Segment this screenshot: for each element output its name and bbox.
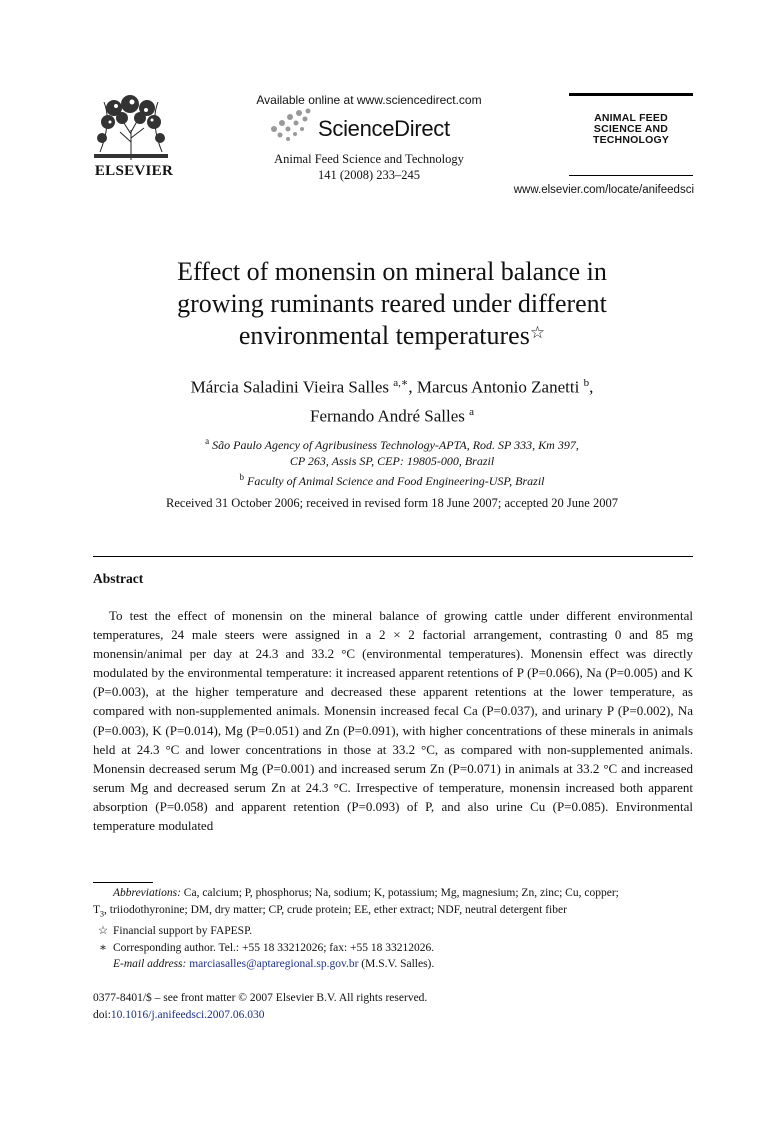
copyright-block — [93, 990, 693, 1024]
abbreviations-label: Abbreviations: — [113, 887, 181, 899]
journal-url-link[interactable]: www.elsevier.com/locate/anifeedsci — [513, 184, 694, 196]
journal-name: Animal Feed Science and Technology — [274, 152, 464, 166]
journal-logo — [569, 113, 693, 146]
journal-logo-line-3: TECHNOLOGY — [592, 134, 670, 146]
abbreviations-text: , triiodothyronine; DM, dry matter; CP, crude protein; EE, ether extract; NDF, neutral detergent fiber — [104, 903, 567, 916]
email-link[interactable]: marciasalles@aptaregional.sp.gov.br — [189, 958, 359, 971]
available-online-text[interactable]: Available online at www.sciencedirect.com — [256, 93, 482, 107]
journal-citation — [236, 151, 502, 183]
journal-volume-pages: 141 (2008) 233–245 — [317, 168, 421, 182]
author-affiliation-link[interactable]: a — [469, 405, 474, 418]
corresponding-footnote-mark: ∗ — [99, 941, 107, 954]
author-affiliation-link[interactable]: a,∗ — [393, 377, 409, 389]
title-line-2: growing ruminants reared under different — [177, 289, 607, 318]
received-dates: Received 31 October 2006; received in revised form 18 June 2007; accepted 20 June 2007 — [166, 496, 618, 510]
title-line-3 — [80, 320, 704, 352]
journal-logo-line-1: ANIMAL FEED — [594, 112, 668, 124]
abstract-body — [93, 606, 693, 835]
abbreviations-footnote-cont — [93, 902, 693, 923]
abbreviation-t-subscript: 3 — [100, 909, 105, 919]
title-footnote-star-link[interactable]: ☆ — [529, 323, 546, 342]
funding-footnote — [93, 923, 693, 940]
abbreviations-footnote — [93, 885, 693, 902]
abbreviations-text: Ca, calcium; P, phosphorus; Na, sodium; K, potassium; Mg, magnesium; Zn, zinc; Cu, copper; — [183, 887, 619, 899]
author-affiliation-link[interactable]: b — [583, 377, 590, 389]
funding-footnote-mark: ☆ — [97, 924, 109, 937]
affiliation-mark: a — [205, 436, 210, 446]
funding-footnote-text: Financial support by FAPESP. — [113, 924, 253, 937]
author-separator: , — [589, 377, 594, 397]
author-separator: , — [408, 377, 417, 397]
journal-logo-top-rule — [569, 93, 693, 96]
affiliation-text: CP 263, Assis SP, CEP: 19805-000, Brazil — [289, 454, 495, 468]
abstract-paragraph: To test the effect of monensin on the mineral balance of growing cattle under different environmental temperatures, 24 male steers were assigned in a 2 × 2 factorial arrangement, contrasting 0 and 85 mg monensin/animal per day at 24.3 and 33.2 °C (environmental temperatures). Monensin effect was directly modulated by the environmental temperature: it increased apparent retentions of P (P=0.066), Na (P=0.005) and K (P=0.003), at the higher temperature and decreased these apparent retentions at the lower temperature, as compared with non-supplemented animals. Monensin increased fecal Ca (P=0.037), and urinary P (P=0.002), Na (P=0.003), K (P=0.014), Mg (P=0.051) and Zn (P=0.091), with higher concentrations of these minerals in animals held at 24.3 °C and lower concentrations in those at 33.2 °C, as compared with non-supplemented animals. Monensin decreased serum Mg (P=0.001) and increased serum Zn (P=0.071) in animals at 33.2 °C and increased serum Mg and decreased serum Zn at 24.3 °C. Irrespective of temperature, monensin increased both apparent absorption (P=0.058) and apparent retention (P=0.093) of P, and also urine Cu (P=0.085). Environmental temperature modulated — [93, 608, 693, 834]
journal-logo-line-2: SCIENCE AND — [593, 123, 669, 135]
author-name: Fernando André Salles — [310, 406, 465, 426]
copyright-line: 0377-8401/$ – see front matter © 2007 Elsevier B.V. All rights reserved. — [93, 992, 428, 1004]
doi-label: doi: — [93, 1009, 111, 1021]
affiliation-text: Faculty of Animal Science and Food Engineering-USP, Brazil — [246, 474, 545, 488]
affiliation-mark: b — [239, 472, 244, 482]
article-title — [80, 256, 704, 352]
doi-link[interactable]: 10.1016/j.anifeedsci.2007.06.030 — [110, 1009, 265, 1021]
footnotes — [93, 885, 693, 973]
journal-logo-bottom-rule — [569, 175, 693, 176]
footnote-rule — [93, 882, 153, 883]
email-footnote — [93, 956, 693, 973]
corresponding-author-footnote — [93, 940, 693, 957]
abstract-top-rule — [93, 556, 693, 557]
author-name: Márcia Saladini Vieira Salles — [190, 377, 390, 397]
author-name: Marcus Antonio Zanetti — [416, 377, 580, 397]
title-line-3-text: environmental temperatures — [238, 321, 530, 350]
email-owner: (M.S.V. Salles). — [361, 958, 435, 971]
abbreviation-t: T — [93, 903, 101, 916]
sciencedirect-wordmark: ScienceDirect — [318, 116, 450, 141]
affiliation-text: São Paulo Agency of Agribusiness Technology-APTA, Rod. SP 333, Km 397, — [212, 438, 579, 452]
corresponding-author-text: Corresponding author. Tel.: +55 18 33212026; fax: +55 18 33212026. — [113, 941, 435, 954]
title-line-1: Effect of monensin on mineral balance in — [177, 257, 607, 286]
email-label: E-mail address: — [113, 958, 187, 971]
author-list — [80, 371, 704, 428]
abstract-heading: Abstract — [93, 571, 144, 586]
sciencedirect-dots-icon — [268, 107, 316, 143]
affiliations — [80, 433, 704, 489]
publisher-name: ELSEVIER — [94, 163, 174, 179]
